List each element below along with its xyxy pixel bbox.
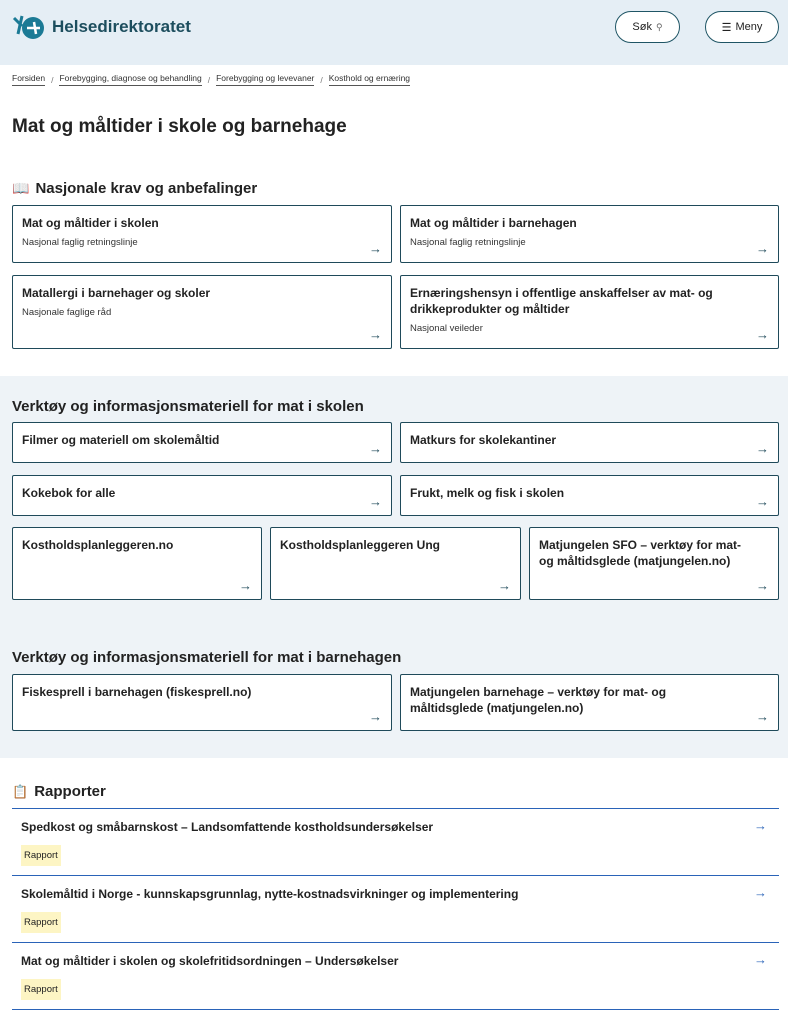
menu-label: Meny: [735, 21, 763, 33]
arrow-right-icon: →: [754, 818, 767, 833]
card-title: Matkurs for skolekantiner: [410, 433, 557, 447]
card-link[interactable]: [400, 475, 779, 516]
arrow-right-icon: →: [754, 885, 767, 900]
section-title: Nasjonale krav og anbefalinger: [35, 180, 258, 197]
report-item[interactable]: [12, 808, 779, 875]
card-title: Matjungelen SFO – verktøy for mat- og måltidsglede (matjungelen.no): [539, 538, 742, 568]
card-title: Kostholdsplanleggeren Ung: [280, 538, 441, 552]
arrow-right-icon: →: [756, 441, 769, 456]
report-title: Mat og måltider i skolen og skolefritidsordningen – Undersøkelser: [21, 954, 399, 968]
card-title: Kostholdsplanleggeren.no: [22, 538, 174, 552]
card-title: Matjungelen barnehage – verktøy for mat- og måltidsglede (matjungelen.no): [410, 685, 667, 715]
section-heading: Verktøy og informasjonsmateriell for mat i barnehagen: [12, 649, 402, 666]
card-link[interactable]: [12, 422, 392, 463]
card-title: Mat og måltider i barnehagen: [410, 216, 577, 230]
card-link[interactable]: [529, 527, 779, 600]
arrow-right-icon: →: [369, 241, 382, 256]
card-subtitle: Nasjonal faglig retningslinje: [410, 237, 526, 248]
card-link[interactable]: [400, 422, 779, 463]
arrow-right-icon: →: [239, 578, 252, 593]
report-title: Skolemåltid i Norge - kunnskapsgrunnlag, nytte-kostnadsvirkninger og implementering: [21, 887, 519, 901]
card-link[interactable]: [12, 205, 392, 263]
arrow-right-icon: →: [756, 494, 769, 509]
card-title: Kokebok for alle: [22, 486, 116, 500]
card-title: Ernæringshensyn i offentlige anskaffelser av mat- og drikkeprodukter og måltider: [410, 286, 713, 316]
logo[interactable]: [12, 14, 191, 40]
report-tag: Rapport: [21, 845, 61, 866]
report-item[interactable]: [12, 942, 779, 1009]
arrow-right-icon: →: [754, 952, 767, 967]
card-link[interactable]: [400, 275, 779, 349]
report-tag: Rapport: [21, 912, 61, 933]
card-link[interactable]: [270, 527, 521, 600]
brand-name: Helsedirektoratet: [52, 17, 191, 36]
site-header: [0, 0, 788, 65]
divider: [12, 1009, 779, 1010]
search-icon: ⚲: [655, 21, 663, 32]
arrow-right-icon: →: [369, 441, 382, 456]
card-link[interactable]: [12, 275, 392, 349]
arrow-right-icon: →: [498, 578, 511, 593]
breadcrumb-link[interactable]: Forebygging, diagnose og behandling: [59, 73, 201, 86]
menu-button[interactable]: [705, 11, 779, 43]
breadcrumb-link[interactable]: Forsiden: [12, 73, 45, 86]
card-link[interactable]: [12, 674, 392, 731]
section-heading: [12, 783, 106, 800]
card-subtitle: Nasjonal faglig retningslinje: [22, 237, 138, 248]
hamburger-icon: ☰: [721, 21, 732, 34]
card-link[interactable]: [400, 674, 779, 731]
breadcrumb-link[interactable]: Forebygging og levevaner: [216, 73, 314, 86]
card-title: Filmer og materiell om skolemåltid: [22, 433, 220, 447]
card-subtitle: Nasjonal veileder: [410, 323, 483, 334]
arrow-right-icon: →: [369, 494, 382, 509]
card-title: Fiskesprell i barnehagen (fiskesprell.no): [22, 685, 252, 699]
report-icon: 📋: [12, 783, 29, 799]
arrow-right-icon: →: [369, 709, 382, 724]
card-link[interactable]: [400, 205, 779, 263]
report-item[interactable]: [12, 875, 779, 942]
page-title: Mat og måltider i skole og barnehage: [12, 116, 347, 137]
search-label: Søk: [632, 21, 652, 33]
search-button[interactable]: [615, 11, 680, 43]
breadcrumb: Forsiden / Forebygging, diagnose og behandling / Forebygging og levevaner / Kosthold og ernæring: [12, 73, 411, 85]
card-link[interactable]: [12, 527, 262, 600]
card-title: Frukt, melk og fisk i skolen: [410, 486, 565, 500]
card-link[interactable]: [12, 475, 392, 516]
breadcrumb-link[interactable]: Kosthold og ernæring: [329, 73, 410, 86]
arrow-right-icon: →: [369, 327, 382, 342]
report-tag: Rapport: [21, 979, 61, 1000]
arrow-right-icon: →: [756, 578, 769, 593]
book-icon: 📖: [12, 180, 30, 196]
section-title: Rapporter: [34, 783, 106, 800]
arrow-right-icon: →: [756, 327, 769, 342]
section-heading: [12, 180, 257, 197]
card-title: Mat og måltider i skolen: [22, 216, 159, 230]
card-subtitle: Nasjonale faglige råd: [22, 307, 112, 318]
report-title: Spedkost og småbarnskost – Landsomfattende kostholdsundersøkelser: [21, 820, 434, 834]
logo-icon: [12, 14, 46, 40]
arrow-right-icon: →: [756, 709, 769, 724]
card-title: Matallergi i barnehager og skoler: [22, 286, 211, 300]
arrow-right-icon: →: [756, 241, 769, 256]
section-heading: Verktøy og informasjonsmateriell for mat i skolen: [12, 398, 364, 415]
